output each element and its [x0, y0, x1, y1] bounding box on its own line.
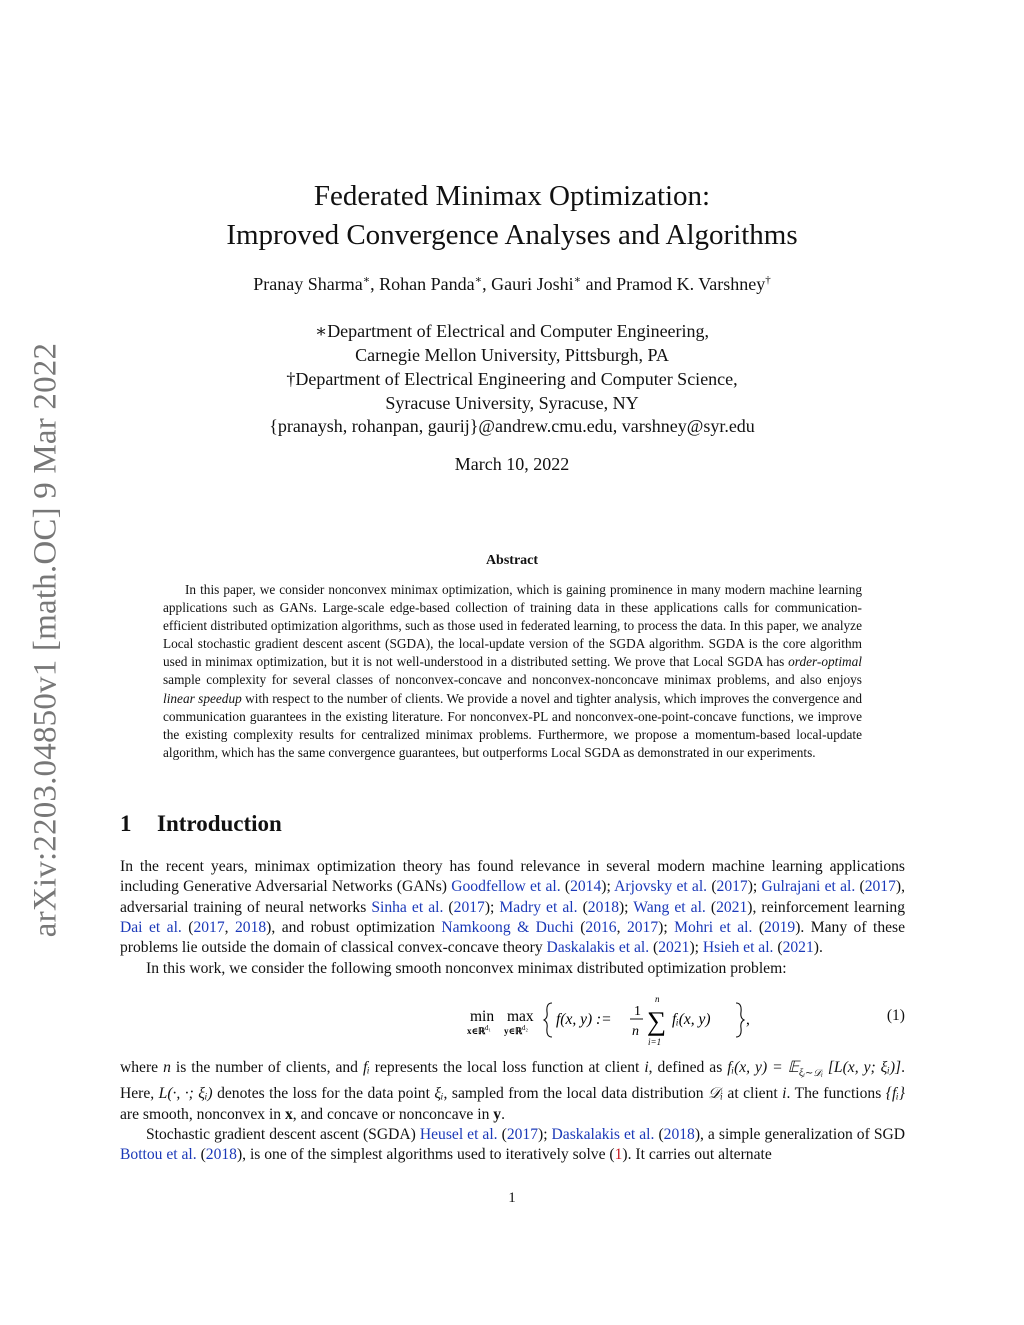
paper-title-line-1: Federated Minimax Optimization: — [313, 180, 711, 212]
abstract-text: with respect to the number of clients. We provide a novel and tighter analysis, which improves the convergence and communication guarantees in the existing literature. For nonconvex-PL and nonconvex-one-point-concave functions, we improve the existing complexity results for centralized minimax problems. Furthermore, we propose a momentum-based local-update algorithm, which has the same convergence guarantees, but outperforms Local SGDA as demonstrated in our experiments. — [163, 690, 862, 760]
intro-paragraph-1 — [120, 857, 905, 958]
intro-paragraph-2 — [120, 959, 905, 979]
paragraph-text: In this work, we consider the following smooth nonconvex minimax distributed optimization problem: — [146, 960, 787, 977]
paragraph-text: ), a simple generalization of SGD — [694, 1126, 906, 1143]
paragraph-text: ), is one of the simplest algorithms used to iteratively solve ( — [236, 1146, 615, 1164]
citation-link[interactable]: Gulrajani et al. — [761, 878, 856, 896]
citation-link[interactable]: 2021 — [782, 939, 814, 957]
author-separator: , — [482, 274, 492, 294]
paragraph-text: ( — [707, 878, 717, 896]
citation-link[interactable]: Wang et al. — [633, 898, 706, 916]
abstract-body — [163, 581, 862, 762]
paragraph-text: , — [224, 918, 235, 936]
intro-paragraph-3 — [120, 1058, 905, 1166]
inline-math: i — [644, 1059, 649, 1076]
eq-min-operator: min — [470, 1008, 495, 1025]
arxiv-identifier-stamp: arXiv:2203.04850v1 [math.OC] 9 Mar 2022 — [27, 342, 64, 938]
author-list — [0, 274, 1024, 295]
affiliation-line: †Department of Electrical Engineering and Computer Science, — [286, 369, 738, 389]
abstract-emphasis: order-optimal — [788, 654, 862, 670]
eq-summand: fᵢ(x, y) — [672, 1011, 711, 1028]
eq-max-subscript: y∈ℝ — [504, 1026, 523, 1036]
citation-link[interactable]: 2018 — [587, 898, 619, 916]
author-affiliation-mark: ∗ — [474, 274, 483, 286]
eq-sum-lower-limit: i=1 — [648, 1037, 662, 1047]
inline-math-vector: y — [493, 1105, 502, 1123]
equation-number: (1) — [886, 1007, 905, 1024]
paragraph-text: Stochastic gradient descent ascent (SGDA) — [146, 1126, 420, 1143]
display-equation-1 — [120, 990, 905, 1050]
author-name: Pramod K. Varshney — [616, 274, 766, 294]
paragraph-text: , — [616, 918, 627, 936]
paragraph-text: , sampled from the local data distribution — [443, 1085, 709, 1103]
inline-math-subscript: ξᵢ∼𝒟ᵢ — [799, 1068, 823, 1080]
citation-link[interactable]: 2021 — [658, 939, 690, 957]
eq-open-brace — [544, 1003, 552, 1037]
inline-math: i — [782, 1085, 787, 1103]
inline-math: 𝒟ᵢ — [708, 1085, 723, 1103]
paragraph-text: ); — [747, 878, 762, 896]
author-name: Rohan Panda — [379, 274, 475, 294]
paragraph-text: ( — [181, 918, 194, 936]
author-affiliation-mark: ∗ — [573, 274, 582, 286]
affiliation-line: ∗Department of Electrical and Computer Engineering, — [314, 321, 710, 341]
eq-max-superscript: d₂ — [522, 1024, 528, 1032]
section-title: Introduction — [157, 811, 282, 836]
paragraph-text: ). Many of these problems lie outside the domain of classical convex-concave theory — [120, 918, 906, 957]
inline-math-vector: x — [285, 1105, 293, 1123]
equation-formula — [467, 990, 780, 1050]
citation-link[interactable]: 2014 — [570, 878, 602, 896]
eq-trailing-comma: , — [746, 1011, 750, 1028]
citation-link[interactable]: Hsieh et al. — [702, 939, 774, 957]
author-name: Pranay Sharma — [253, 274, 363, 294]
citation-link[interactable]: 2017 — [864, 878, 896, 896]
author-emails: {pranaysh, rohanpan, gaurij}@andrew.cmu.edu, varshney@syr.edu — [269, 416, 755, 436]
paragraph-text: In the recent years, minimax optimization theory has found relevance in several modern machine learning applications including Generative Adversarial Networks (GANs) — [120, 858, 905, 896]
inline-math: ξᵢ — [434, 1085, 444, 1103]
citation-link[interactable]: 2018 — [234, 918, 267, 936]
paragraph-text: ( — [577, 898, 588, 916]
citation-link[interactable]: 2021 — [716, 898, 748, 916]
citation-link[interactable]: 2017 — [506, 1126, 538, 1143]
inline-math: [L(x, y; ξᵢ)] — [822, 1059, 902, 1076]
section-heading — [120, 811, 282, 837]
eq-sum-upper-limit: n — [655, 994, 660, 1004]
equation-reference-link[interactable]: 1 — [614, 1146, 623, 1164]
citation-link[interactable]: Bottou et al. — [120, 1146, 197, 1164]
paragraph-text: ( — [196, 1146, 206, 1164]
paragraph-text: ); — [658, 918, 675, 936]
paragraph-text: ); — [601, 878, 615, 896]
eq-min-subscript: x∈ℝ — [467, 1026, 486, 1036]
paragraph-text: ( — [649, 939, 659, 957]
paragraph-text: ), adversarial training of neural networks — [120, 878, 905, 916]
paragraph-text: ( — [497, 1126, 507, 1143]
eq-max-operator: max — [507, 1008, 534, 1025]
paper-date: March 10, 2022 — [454, 454, 570, 474]
affiliation-line: Syracuse University, Syracuse, NY — [385, 393, 639, 413]
paragraph-text: ( — [752, 918, 765, 936]
citation-link[interactable]: Goodfellow et al. — [451, 878, 561, 896]
paragraph-text: , and concave or nonconcave in — [292, 1105, 494, 1123]
paragraph-text: represents the local loss function at client — [369, 1059, 645, 1076]
paper-title-line-2: Improved Convergence Analyses and Algorithms — [226, 219, 798, 251]
paragraph-text: ( — [560, 878, 571, 896]
author-separator: , — [370, 274, 380, 294]
citation-link[interactable]: Madry et al. — [499, 898, 578, 916]
eq-lhs: f(x, y) := — [556, 1011, 612, 1028]
citation-link[interactable]: 2018 — [205, 1146, 237, 1164]
author-affiliation-mark: ∗ — [362, 274, 371, 286]
citation-link[interactable]: Namkoong & Duchi — [441, 918, 574, 936]
citation-link[interactable]: 2017 — [453, 898, 485, 916]
paragraph-text: ( — [773, 939, 783, 957]
inline-math: fᵢ(x, y) = 𝔼 — [727, 1059, 800, 1076]
paragraph-text: ( — [705, 898, 717, 916]
paragraph-text: . Here, — [120, 1059, 905, 1103]
abstract-heading: Abstract — [485, 553, 539, 568]
paragraph-text: ( — [573, 918, 586, 936]
citation-link[interactable]: 2018 — [663, 1126, 695, 1143]
abstract-text: In this paper, we consider nonconvex minimax optimization, which is gaining prominence in many modern machine learning applications such as GANs. Large-scale edge-based collection of training data in these applications calls for communication-efficient distributed optimization algorithms, such as those used in federated learning, to process the data. In this paper, we analyze Local stochastic gradient descent ascent (SGDA), the local-update version of the SGDA algorithm. SGDA is the core algorithm used in minimax optimization, but it is not well-understood in a distributed setting. We prove that Local SGDA has — [163, 582, 862, 670]
abstract-text: sample complexity for several classes of nonconvex-concave and nonconvex-nonconcave minimax problems, and also enjoys — [163, 672, 862, 688]
citation-link[interactable]: Dai et al. — [120, 918, 182, 936]
paragraph-text: where — [120, 1059, 164, 1076]
citation-link[interactable]: Sinha et al. — [371, 898, 444, 916]
author-separator: and — [581, 274, 617, 294]
paragraph-text: is the number of clients, and — [170, 1059, 363, 1076]
citation-link[interactable]: Mohri et al. — [674, 918, 753, 936]
paragraph-text: are smooth, nonconvex in — [120, 1105, 285, 1123]
paragraph-text: ). It carries out alternate — [622, 1146, 772, 1164]
paragraph-text: ( — [855, 878, 865, 896]
section-number: 1 — [120, 811, 132, 836]
paragraph-text: ), and robust optimization — [266, 918, 442, 936]
abstract-emphasis: linear speedup — [163, 690, 242, 706]
paragraph-text: denotes the loss for the data point — [212, 1085, 435, 1103]
citation-link[interactable]: Daskalakis et al. — [551, 1126, 655, 1143]
paragraph-text: at client — [722, 1085, 783, 1103]
inline-math: fᵢ — [362, 1059, 370, 1076]
inline-math: L(·, ·; ξᵢ) — [158, 1085, 213, 1103]
citation-link[interactable]: 2017 — [716, 878, 748, 896]
citation-link[interactable]: Daskalakis et al. — [546, 939, 650, 957]
paragraph-text: ), reinforcement learning — [747, 898, 906, 916]
paragraph-text: . — [501, 1105, 505, 1123]
paragraph-text: ); — [618, 898, 634, 916]
paragraph-text: , defined as — [648, 1059, 728, 1076]
citation-link[interactable]: 2019 — [764, 918, 796, 936]
eq-fraction-denominator: n — [632, 1024, 639, 1039]
author-affiliation-mark: † — [765, 274, 771, 286]
inline-math: {fᵢ} — [885, 1085, 906, 1103]
paragraph-text: ); — [484, 898, 500, 916]
eq-fraction-numerator: 1 — [634, 1004, 641, 1019]
eq-summation-symbol: ∑ — [647, 1006, 667, 1036]
paragraph-text: ); — [538, 1126, 552, 1143]
citation-link[interactable]: Heusel et al. — [419, 1126, 498, 1143]
paragraph-text: ). — [813, 939, 823, 957]
author-name: Gauri Joshi — [491, 274, 574, 294]
eq-min-superscript: d₁ — [485, 1024, 491, 1032]
paragraph-text: . The functions — [786, 1085, 886, 1103]
paragraph-text: ( — [443, 898, 454, 916]
paragraph-text: ( — [654, 1126, 664, 1143]
citation-link[interactable]: 2017 — [626, 918, 659, 936]
citation-link[interactable]: Arjovsky et al. — [614, 878, 708, 896]
citation-link[interactable]: 2016 — [585, 918, 617, 936]
paragraph-text: ); — [689, 939, 703, 957]
eq-close-brace — [736, 1003, 744, 1037]
page-number: 1 — [508, 1190, 516, 1206]
affiliation-line: Carnegie Mellon University, Pittsburgh, PA — [355, 345, 669, 365]
citation-link[interactable]: 2017 — [193, 918, 225, 936]
inline-math: n — [163, 1059, 171, 1076]
